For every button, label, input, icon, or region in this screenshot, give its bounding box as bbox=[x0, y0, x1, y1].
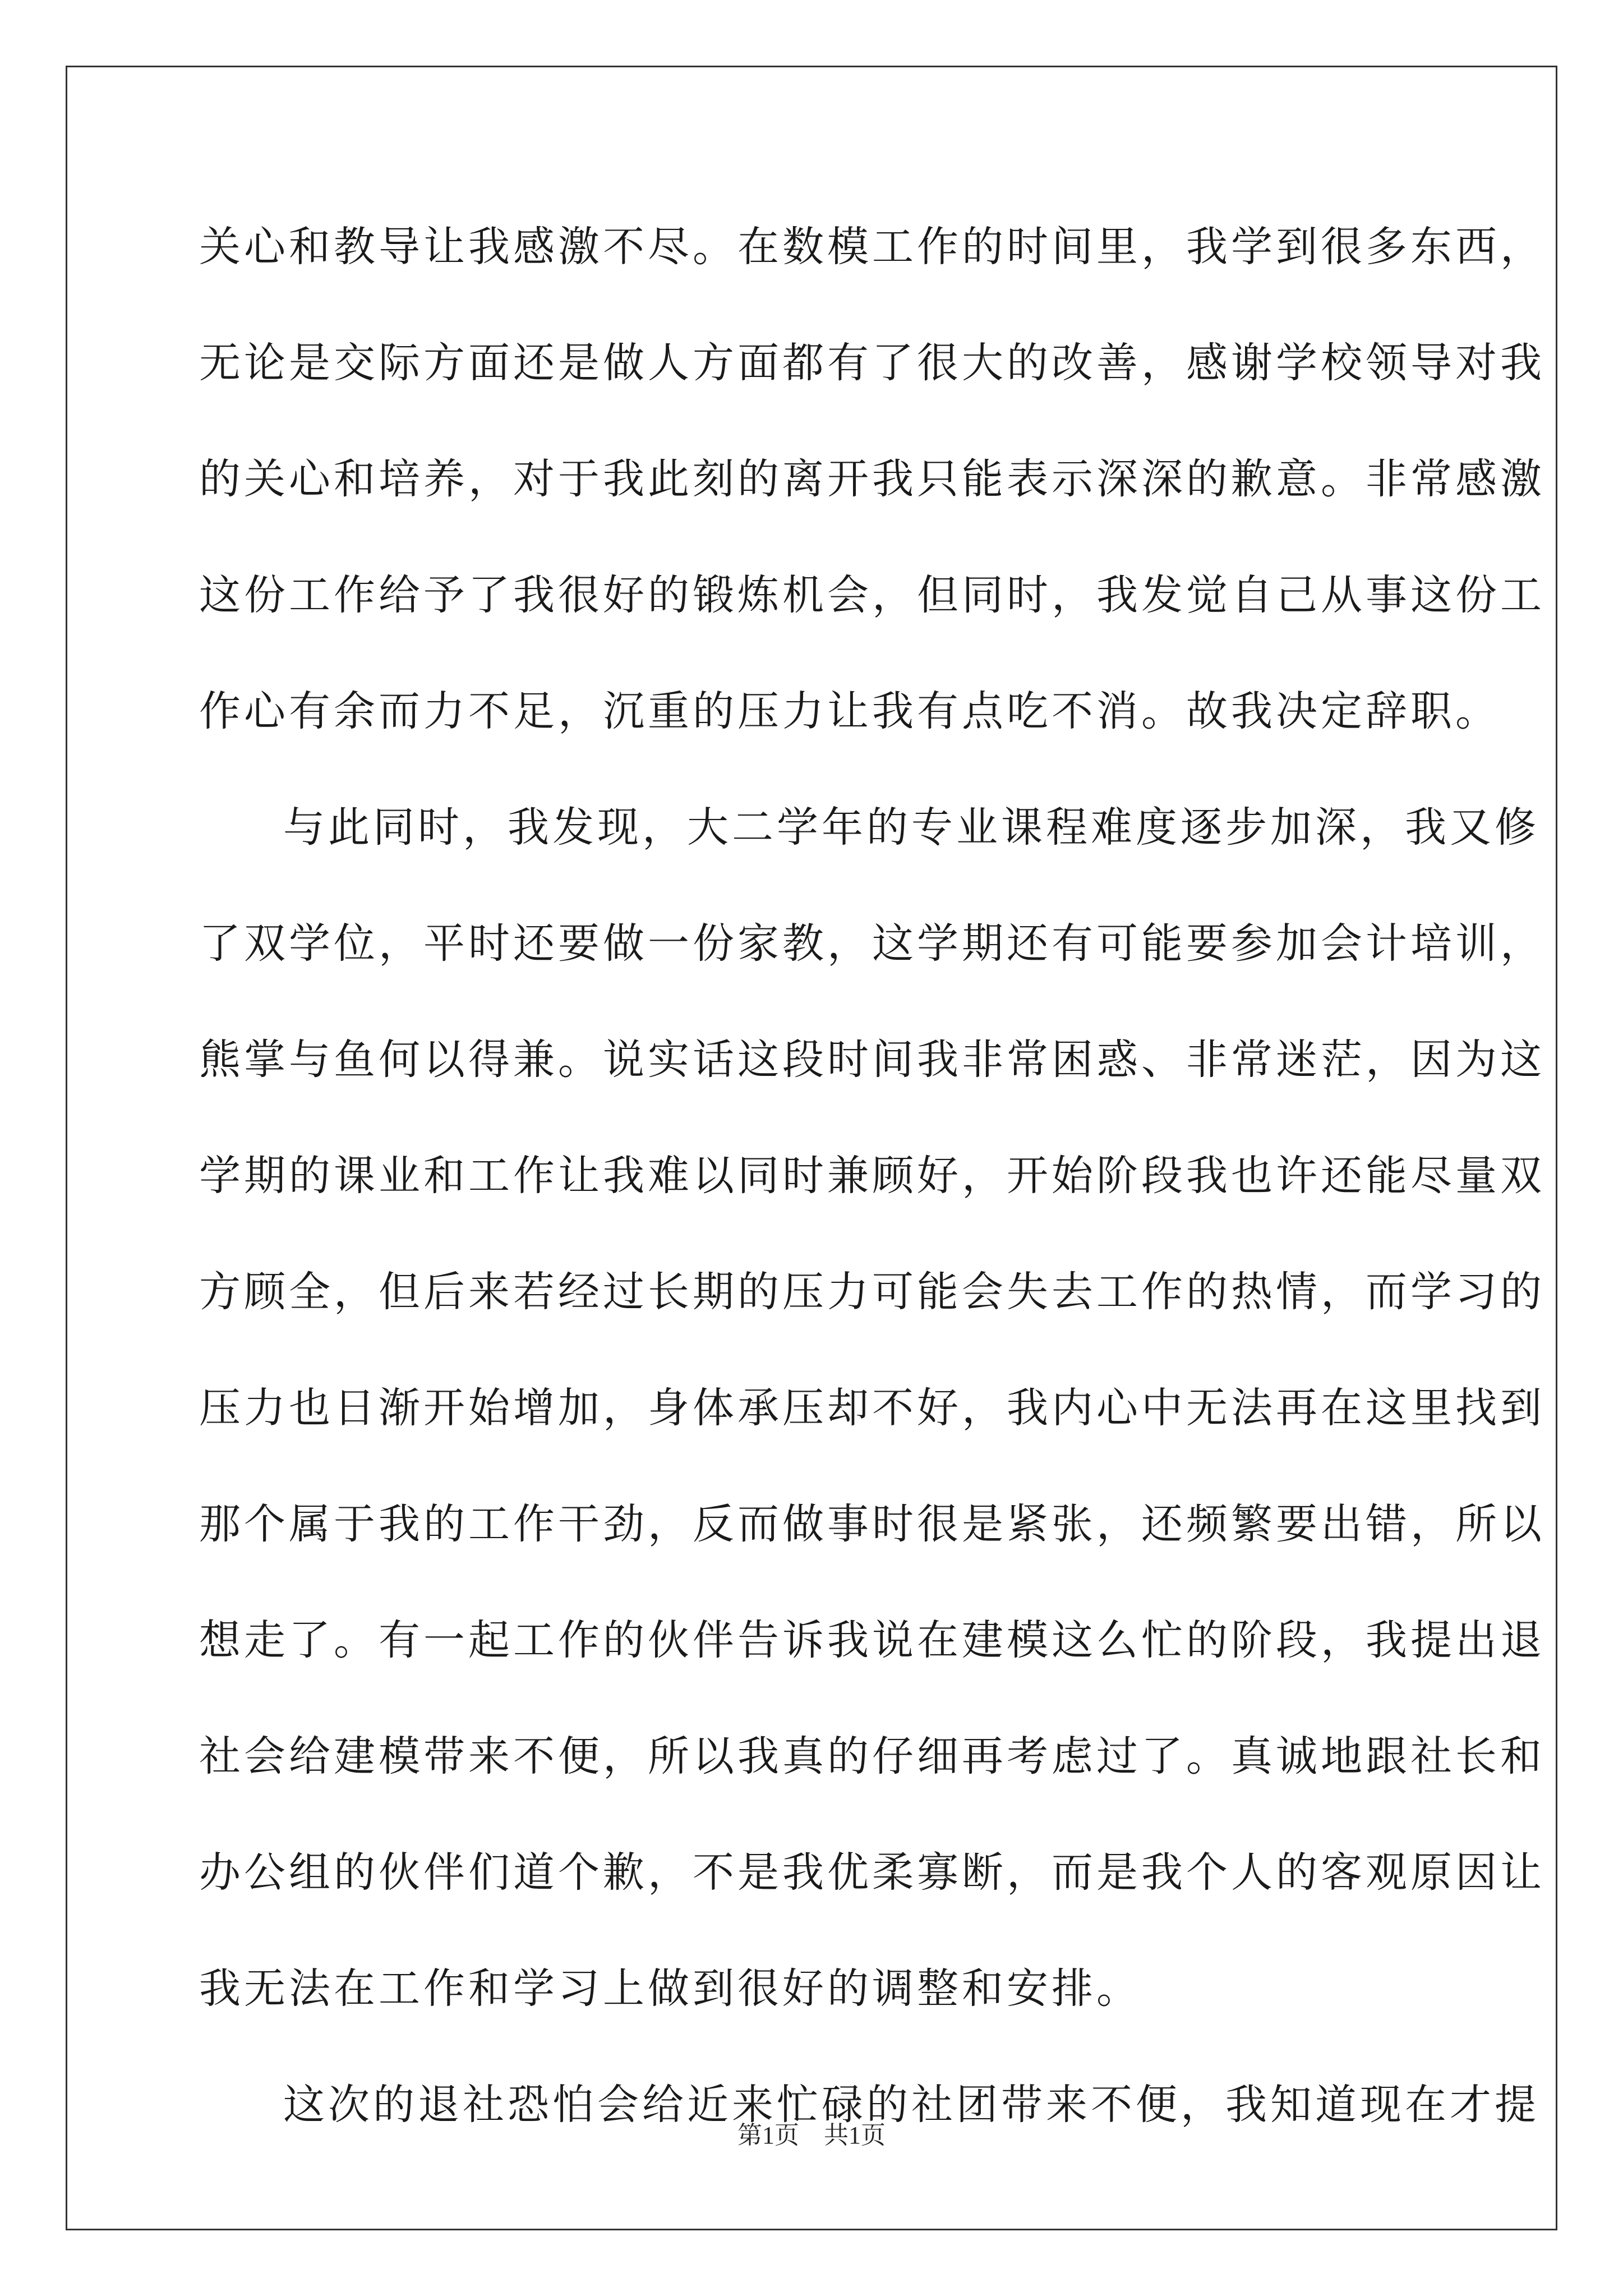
text-line: 压力也日渐开始增加，身体承压却不好，我内心中无法再在这里找到 bbox=[199, 1384, 1545, 1432]
text-line: 办公组的伙伴们道个歉，不是我优柔寡断，而是我个人的客观原因让 bbox=[199, 1848, 1545, 1897]
text-line: 了双学位，平时还要做一份家教，这学期还有可能要参加会计培训， bbox=[199, 919, 1545, 968]
paragraph-first-line: 这次的退社恐怕会给近来忙碌的社团带来不便，我知道现在才提 bbox=[283, 2081, 1539, 2129]
page-number-footer: 第1页 共1页 bbox=[737, 2122, 886, 2149]
text-line: 学期的课业和工作让我难以同时兼顾好，开始阶段我也许还能尽量双 bbox=[199, 1152, 1545, 1200]
text-line: 方顾全，但后来若经过长期的压力可能会失去工作的热情，而学习的 bbox=[199, 1268, 1545, 1316]
paragraph-first-line: 与此同时，我发现，大二学年的专业课程难度逐步加深，我又修 bbox=[283, 803, 1539, 852]
text-line: 无论是交际方面还是做人方面都有了很大的改善，感谢学校领导对我 bbox=[199, 339, 1545, 387]
text-line: 那个属于我的工作干劲，反而做事时很是紧张，还频繁要出错，所以 bbox=[199, 1500, 1545, 1548]
text-line: 关心和教导让我感激不尽。在数模工作的时间里，我学到很多东西， bbox=[199, 223, 1545, 271]
text-line: 这份工作给予了我很好的锻炼机会，但同时，我发觉自己从事这份工 bbox=[199, 571, 1545, 619]
text-line: 作心有余而力不足，沉重的压力让我有点吃不消。故我决定辞职。 bbox=[199, 687, 1500, 735]
text-line: 我无法在工作和学习上做到很好的调整和安排。 bbox=[199, 1964, 1141, 2013]
text-line: 熊掌与鱼何以得兼。说实话这段时间我非常困惑、非常迷茫，因为这 bbox=[199, 1036, 1545, 1084]
text-line: 想走了。有一起工作的伙伴告诉我说在建模这么忙的阶段，我提出退 bbox=[199, 1616, 1545, 1664]
text-line: 的关心和培养，对于我此刻的离开我只能表示深深的歉意。非常感激 bbox=[199, 455, 1545, 503]
text-line: 社会给建模带来不便，所以我真的仔细再考虑过了。真诚地跟社长和 bbox=[199, 1732, 1545, 1780]
